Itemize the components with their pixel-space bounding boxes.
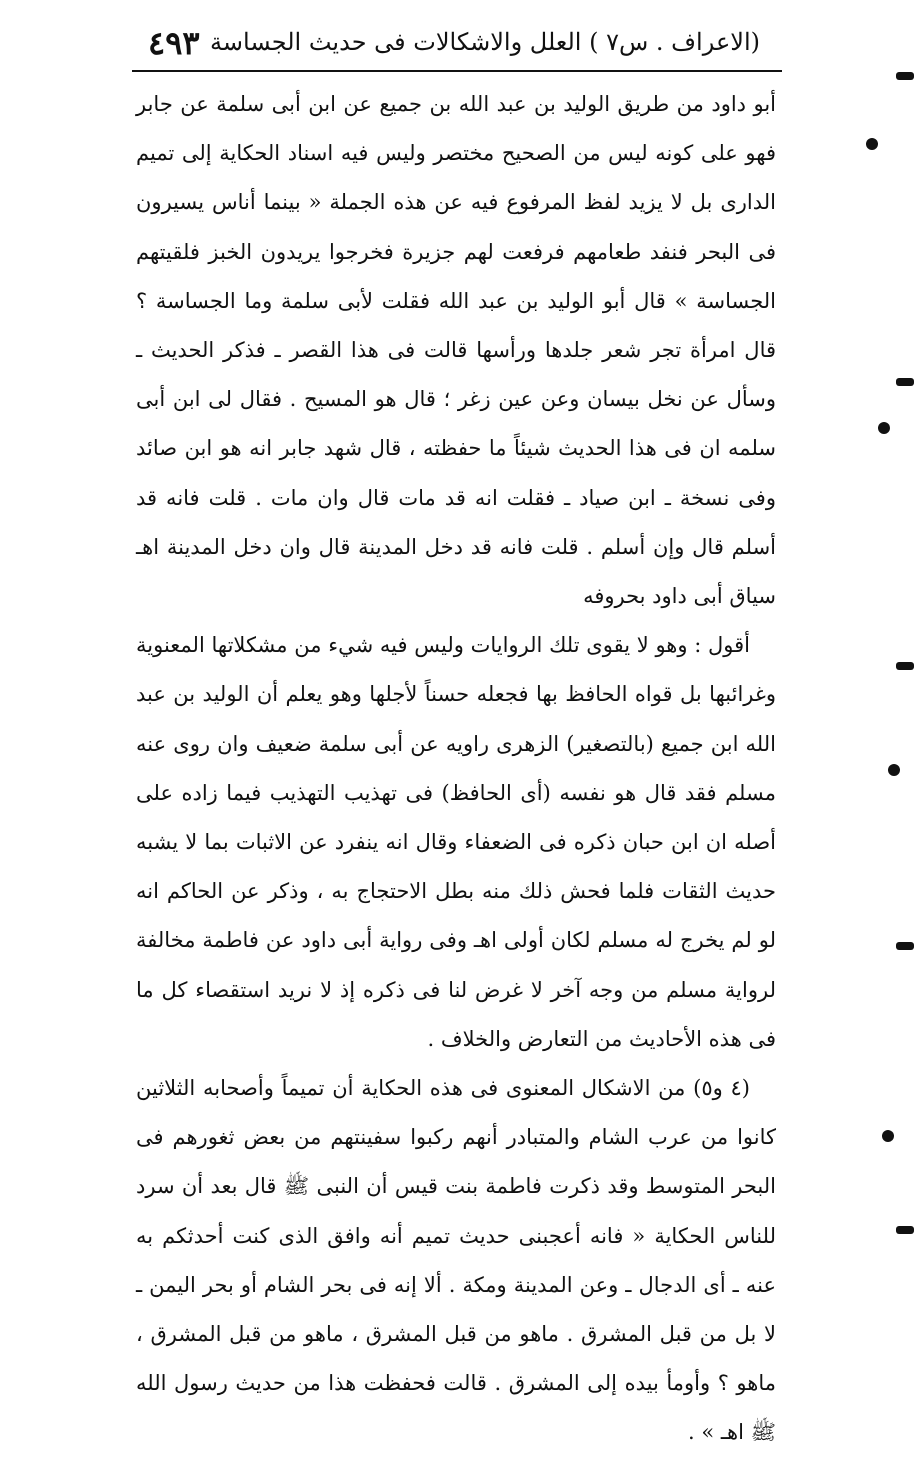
margin-mark xyxy=(896,378,914,386)
margin-mark xyxy=(896,1226,914,1234)
page-header xyxy=(140,24,760,66)
body-text xyxy=(136,80,776,1458)
margin-mark xyxy=(896,72,914,80)
paragraph-3: (٤ و٥) من الاشكال المعنوى فى هذه الحكاية أن تميماً وأصحابه الثلاثين كانوا من عرب الشام والمتبادر أنهم ركبوا سفينتهم من بعض ثغورهم فى البحر المتوسط وقد ذكرت فاطمة بنت قيس أن النبى ﷺ قال بعد أن سرد للناس الحكاية « فانه أعجبنى حديث تميم أنه وافق الذى كنت أحدثكم به عنه ـ أى الدجال ـ وعن المدينة ومكة . ألا إنه فى بحر الشام أو بحر اليمن ـ لا بل من قبل المشرق . ماهو من قبل المشرق ، ماهو من قبل المشرق ، ماهو ؟ وأومأ بيده إلى المشرق . قالت فحفظت هذا من حديث رسول الله ﷺ اهـ » . xyxy=(136,1076,776,1445)
header-rule xyxy=(132,70,782,72)
running-title: (الاعراف . س٧ ) العلل والاشكالات فى حديث الجساسة xyxy=(210,28,760,56)
margin-mark xyxy=(896,662,914,670)
margin-mark xyxy=(866,138,878,150)
paragraph-2: أقول : وهو لا يقوى تلك الروايات وليس فيه شيء من مشكلاتها المعنوية وغرائبها بل قواه الحافظ بها فجعله حسناً لأجلها وهو يعلم أن الوليد بن عبد الله ابن جميع (بالتصغير) الزهرى راويه عن أبى سلمة ضعيف وان روى عنه مسلم فقد قال هو نفسه (أى الحافظ) فى تهذيب التهذيب فيما زاده على أصله ان ابن حبان ذكره فى الضعفاء وقال انه ينفرد عن الاثبات بما لا يشبه حديث الثقات فلما فحش ذلك منه بطل الاحتجاج به ، وذكر عن الحاكم انه لو لم يخرج له مسلم لكان أولى اهـ وفى رواية أبى داود عن فاطمة مخالفة لرواية مسلم من وجه آخر لا غرض لنا فى ذكره إذ لا نريد استقصاء كل ما فى هذه الأحاديث من التعارض والخلاف . xyxy=(136,633,776,1051)
page-number: ٤٩٣ xyxy=(148,24,200,62)
paragraph-1: أبو داود من طريق الوليد بن عبد الله بن جميع عن ابن أبى سلمة عن جابر فهو على كونه ليس من الصحيح مختصر وليس فيه اسناد الحكاية إلى تميم الدارى بل لا يزيد لفظ المرفوع فيه عن هذه الجملة « بينما أناس يسيرون فى البحر فنفد طعامهم فرفعت لهم جزيرة فخرجوا يريدون الخبز فلقيتهم الجساسة » قال أبو الوليد بن عبد الله فقلت لأبى سلمة وما الجساسة ؟ قال امرأة تجر شعر جلدها ورأسها قالت فى هذا القصر ـ فذكر الحديث ـ وسأل عن نخل بيسان وعن عين زغر ؛ قال هو المسيح . فقال لى ابن أبى سلمه ان فى هذا الحديث شيئاً ما حفظته ، قال شهد جابر انه هو ابن صائد وفى نسخة ـ ابن صياد ـ فقلت انه قد مات قال وان مات . قلت فانه قد أسلم قال وإن أسلم . قلت فانه قد دخل المدينة قال وان دخل المدينة اهـ سياق أبى داود بحروفه xyxy=(136,92,776,609)
margin-mark xyxy=(888,764,900,776)
margin-mark xyxy=(878,422,890,434)
margin-mark xyxy=(882,1130,894,1142)
margin-mark xyxy=(896,942,914,950)
